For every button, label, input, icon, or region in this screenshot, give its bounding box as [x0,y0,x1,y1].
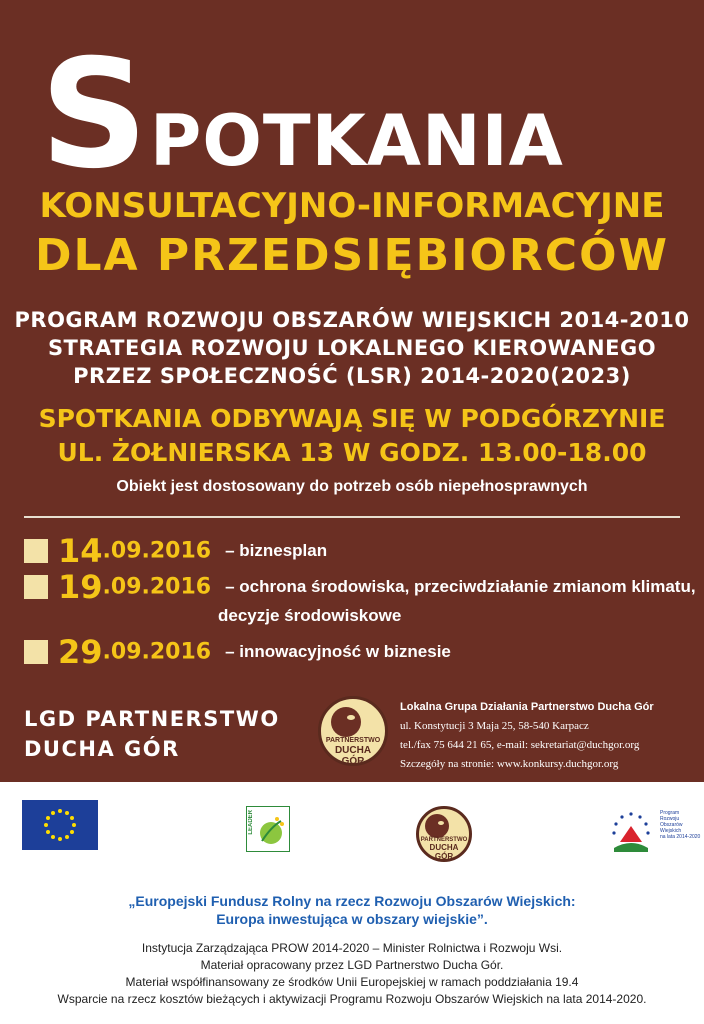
meeting-line2: UL. ŻOŁNIERSKA 13 W GODZ. 13.00-18.00 [57,438,647,467]
duch-gor-logo-icon [318,696,388,766]
leader-label: LEADER [248,810,254,835]
logo-face-shape [331,707,361,737]
program-line3: PRZEZ SPOŁECZNOŚĆ (LSR) 2014-2020(2023) [73,364,631,388]
bullet-square-icon [24,539,48,563]
logo-text-partnerstwo: PARTNERSTWO [420,837,468,843]
leader-logo-icon [246,806,290,852]
bullet-square-icon [24,575,48,599]
credits [0,940,704,1008]
schedule-day: 19 [58,568,103,606]
duch-gor-small-logo-icon [416,806,472,862]
title-initial: S [40,28,145,202]
subtitle-line1: KONSULTACYJNO-INFORMACYJNE [39,186,665,226]
organizer-info [400,698,654,774]
slogan-line1: „Europejski Fundusz Rolny na rzecz Rozwoju Obszarów Wiejskich: [128,893,576,909]
logo-eye-shape [347,715,355,720]
prow-text-2: Rozwoju [660,816,680,822]
credit-line1: Instytucja Zarządzająca PROW 2014-2020 – Minister Rolnictwa i Rozwoju Wsi. [141,941,563,955]
schedule-item [24,568,696,606]
info-website: Szczegóły na stronie: www.konkursy.duchgor.org [400,758,619,770]
bullet-square-icon [24,640,48,664]
logo-text-partnerstwo: PARTNERSTWO [325,737,381,744]
credit-line3: Materiał współfinansowany ze środków Unii Europejskiej w ramach poddziałania 19.4 [125,975,579,989]
title-rest: POTKANIA [150,100,564,182]
slogan-line2: Europa inwestująca w obszary wiejskie”. [216,911,488,927]
schedule-topic: – innowacyjność w biznesie [225,642,451,661]
schedule-topic-continuation: decyzje środowiskowe [218,606,402,625]
schedule-month-year: .09.2016 [102,538,212,564]
program-line1: PROGRAM ROZWOJU OBSZARÓW WIEJSKICH 2014-2010 [14,308,690,332]
schedule-item [24,633,451,671]
credit-line4: Wsparcie na rzecz kosztów bieżących i aktywizacji Programu Rozwoju Obszarów Wiejskich na lata 2014-2020. [57,992,647,1006]
program-line2: STRATEGIA ROZWOJU LOKALNEGO KIEROWANEGO [47,336,657,360]
eu-flag-icon [22,800,98,850]
eu-stars-icon [22,800,98,850]
prow-text-4: Wiejskich [660,828,682,834]
accessibility-note: Obiekt jest dostosowany do potrzeb osób niepełnosprawnych [116,478,588,495]
main-title [40,28,564,202]
prow-text-1: Program [660,810,680,816]
organizer-name [24,704,280,764]
eafrd-slogan [0,892,704,928]
logo-text-ducha: DUCHA [334,745,372,756]
logo-text-gor: GÓR [341,756,365,766]
logo-face-shape [425,814,449,838]
schedule-topic: – biznesplan [225,541,328,560]
logo-text [321,737,385,766]
info-address: ul. Konstytucji 3 Maja 25, 58-540 Karpacz [400,720,589,732]
logo-text [419,837,469,861]
schedule-day: 29 [58,633,103,671]
prow-logo-icon [602,808,701,856]
schedule-month-year: .09.2016 [102,639,212,665]
prow-text-3: Obszarów [660,822,683,828]
meeting-line1: SPOTKANIA ODBYWAJĄ SIĘ W PODGÓRZYNIE [38,404,666,433]
subtitle-line2: DLA PRZEDSIĘBIORCÓW [34,230,670,281]
schedule-month-year: .09.2016 [102,574,212,600]
info-contact: tel./fax 75 644 21 65, e-mail: sekretariat@duchgor.org [400,739,640,751]
prow-emblem-icon [602,808,660,856]
credit-line2: Materiał opracowany przez LGD Partnerstwo Ducha Gór. [200,958,504,972]
schedule-item [24,532,327,570]
prow-text-5: na lata 2014-2020 [660,834,701,840]
organizer-name-line2: DUCHA GÓR [24,737,180,761]
info-header: Lokalna Grupa Działania Partnerstwo Ducha Gór [400,701,654,713]
logo-text-gor: GÓR [434,852,454,861]
divider [24,516,680,518]
schedule-topic: – ochrona środowiska, przeciwdziałanie zmianom klimatu, [225,577,696,596]
schedule-day: 14 [58,532,103,570]
prow-text [660,810,700,840]
organizer-name-line1: LGD PARTNERSTWO [24,707,280,731]
logo-eye-shape [438,821,444,825]
logo-text-ducha: DUCHA [429,843,459,852]
